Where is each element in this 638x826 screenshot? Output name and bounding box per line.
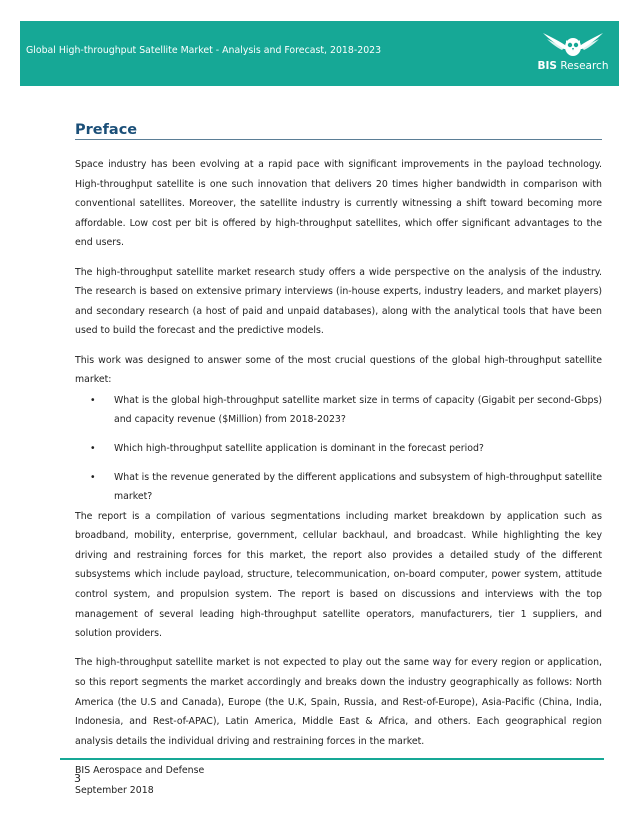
- bullet-icon: •: [90, 471, 96, 483]
- report-title: Global High-throughput Satellite Market - Analysis and Forecast, 2018-2023: [26, 45, 382, 56]
- heading-divider: [75, 139, 602, 140]
- bullet-icon: •: [90, 394, 96, 406]
- paragraph-intro: Space industry has been evolving at a rapid pace with significant improvements in the payload technology. High-throughput satellite is one such innovation that delivers 20 times higher bandwidth in comparison with conventional satellites. Moreover, the satellite industry is currently witnessing a shift toward becoming more affordable. Low cost per bit is offered by high-throughput satellites, which offer significant advantages to the end users.: [75, 159, 602, 249]
- paragraph-regions: The high-throughput satellite market is not expected to play out the same way for every region or application, so this report segments the market accordingly and breaks down the industry geographically as follows: North America (the U.S and Canada), Europe (the U.K, Spain, Russia, and Rest-of-Europe), Asia-Pacific (China, India, Indonesia, and Rest-of-APAC), Latin America, Middle East & Africa, and others. Each geographical region analysis details the individual driving and restraining forces in the market.: [75, 657, 602, 747]
- page-header: [20, 21, 619, 86]
- footer-divider: [60, 758, 604, 760]
- questions-list: [75, 391, 602, 507]
- preface-body: [75, 155, 602, 800]
- bis-research-logo: [533, 31, 613, 81]
- bullet-icon: •: [90, 442, 96, 454]
- list-item: • What is the revenue generated by the different applications and subsystem of high-throughput satellite market?: [75, 468, 602, 507]
- paragraph-research: The high-throughput satellite market research study offers a wide perspective on the analysis of the industry. The research is based on extensive primary interviews (in-house experts, industry leaders, and market players) and secondary research (a host of paid and unpaid databases), along with the analytical tools that have been used to build the forecast and the predictive models.: [75, 266, 602, 337]
- list-item: • Which high-throughput satellite application is dominant in the forecast period?: [75, 439, 602, 459]
- logo-wordmark: BIS Research: [537, 60, 609, 72]
- page-number: 3: [74, 772, 81, 785]
- owl-logo-icon: [541, 31, 605, 59]
- signature-date: September 2018: [75, 784, 154, 796]
- page-title: Preface: [75, 122, 138, 138]
- paragraph-questions: This work was designed to answer some of the most crucial questions of the global high-throughput satellite market:: [75, 354, 602, 386]
- list-item: • What is the global high-throughput satellite market size in terms of capacity (Gigabit per second-Gbps) and capacity revenue ($Million) from 2018-2023?: [75, 391, 602, 430]
- paragraph-segmentation: The report is a compilation of various segmentations including market breakdown by application such as broadband, mobility, enterprise, government, cellular backhaul, and broadcast. While highlighting the key driving and restraining forces for this market, the report also provides a detailed study of the different subsystems which include payload, structure, telecommunication, on-board computer, power system, attitude control system, and propulsion system. The report is based on discussions and interviews with the top management of several leading high-throughput satellite operators, manufacturers, tier 1 suppliers, and solution providers.: [75, 510, 602, 640]
- signature-org: BIS Aerospace and Defense: [75, 765, 205, 776]
